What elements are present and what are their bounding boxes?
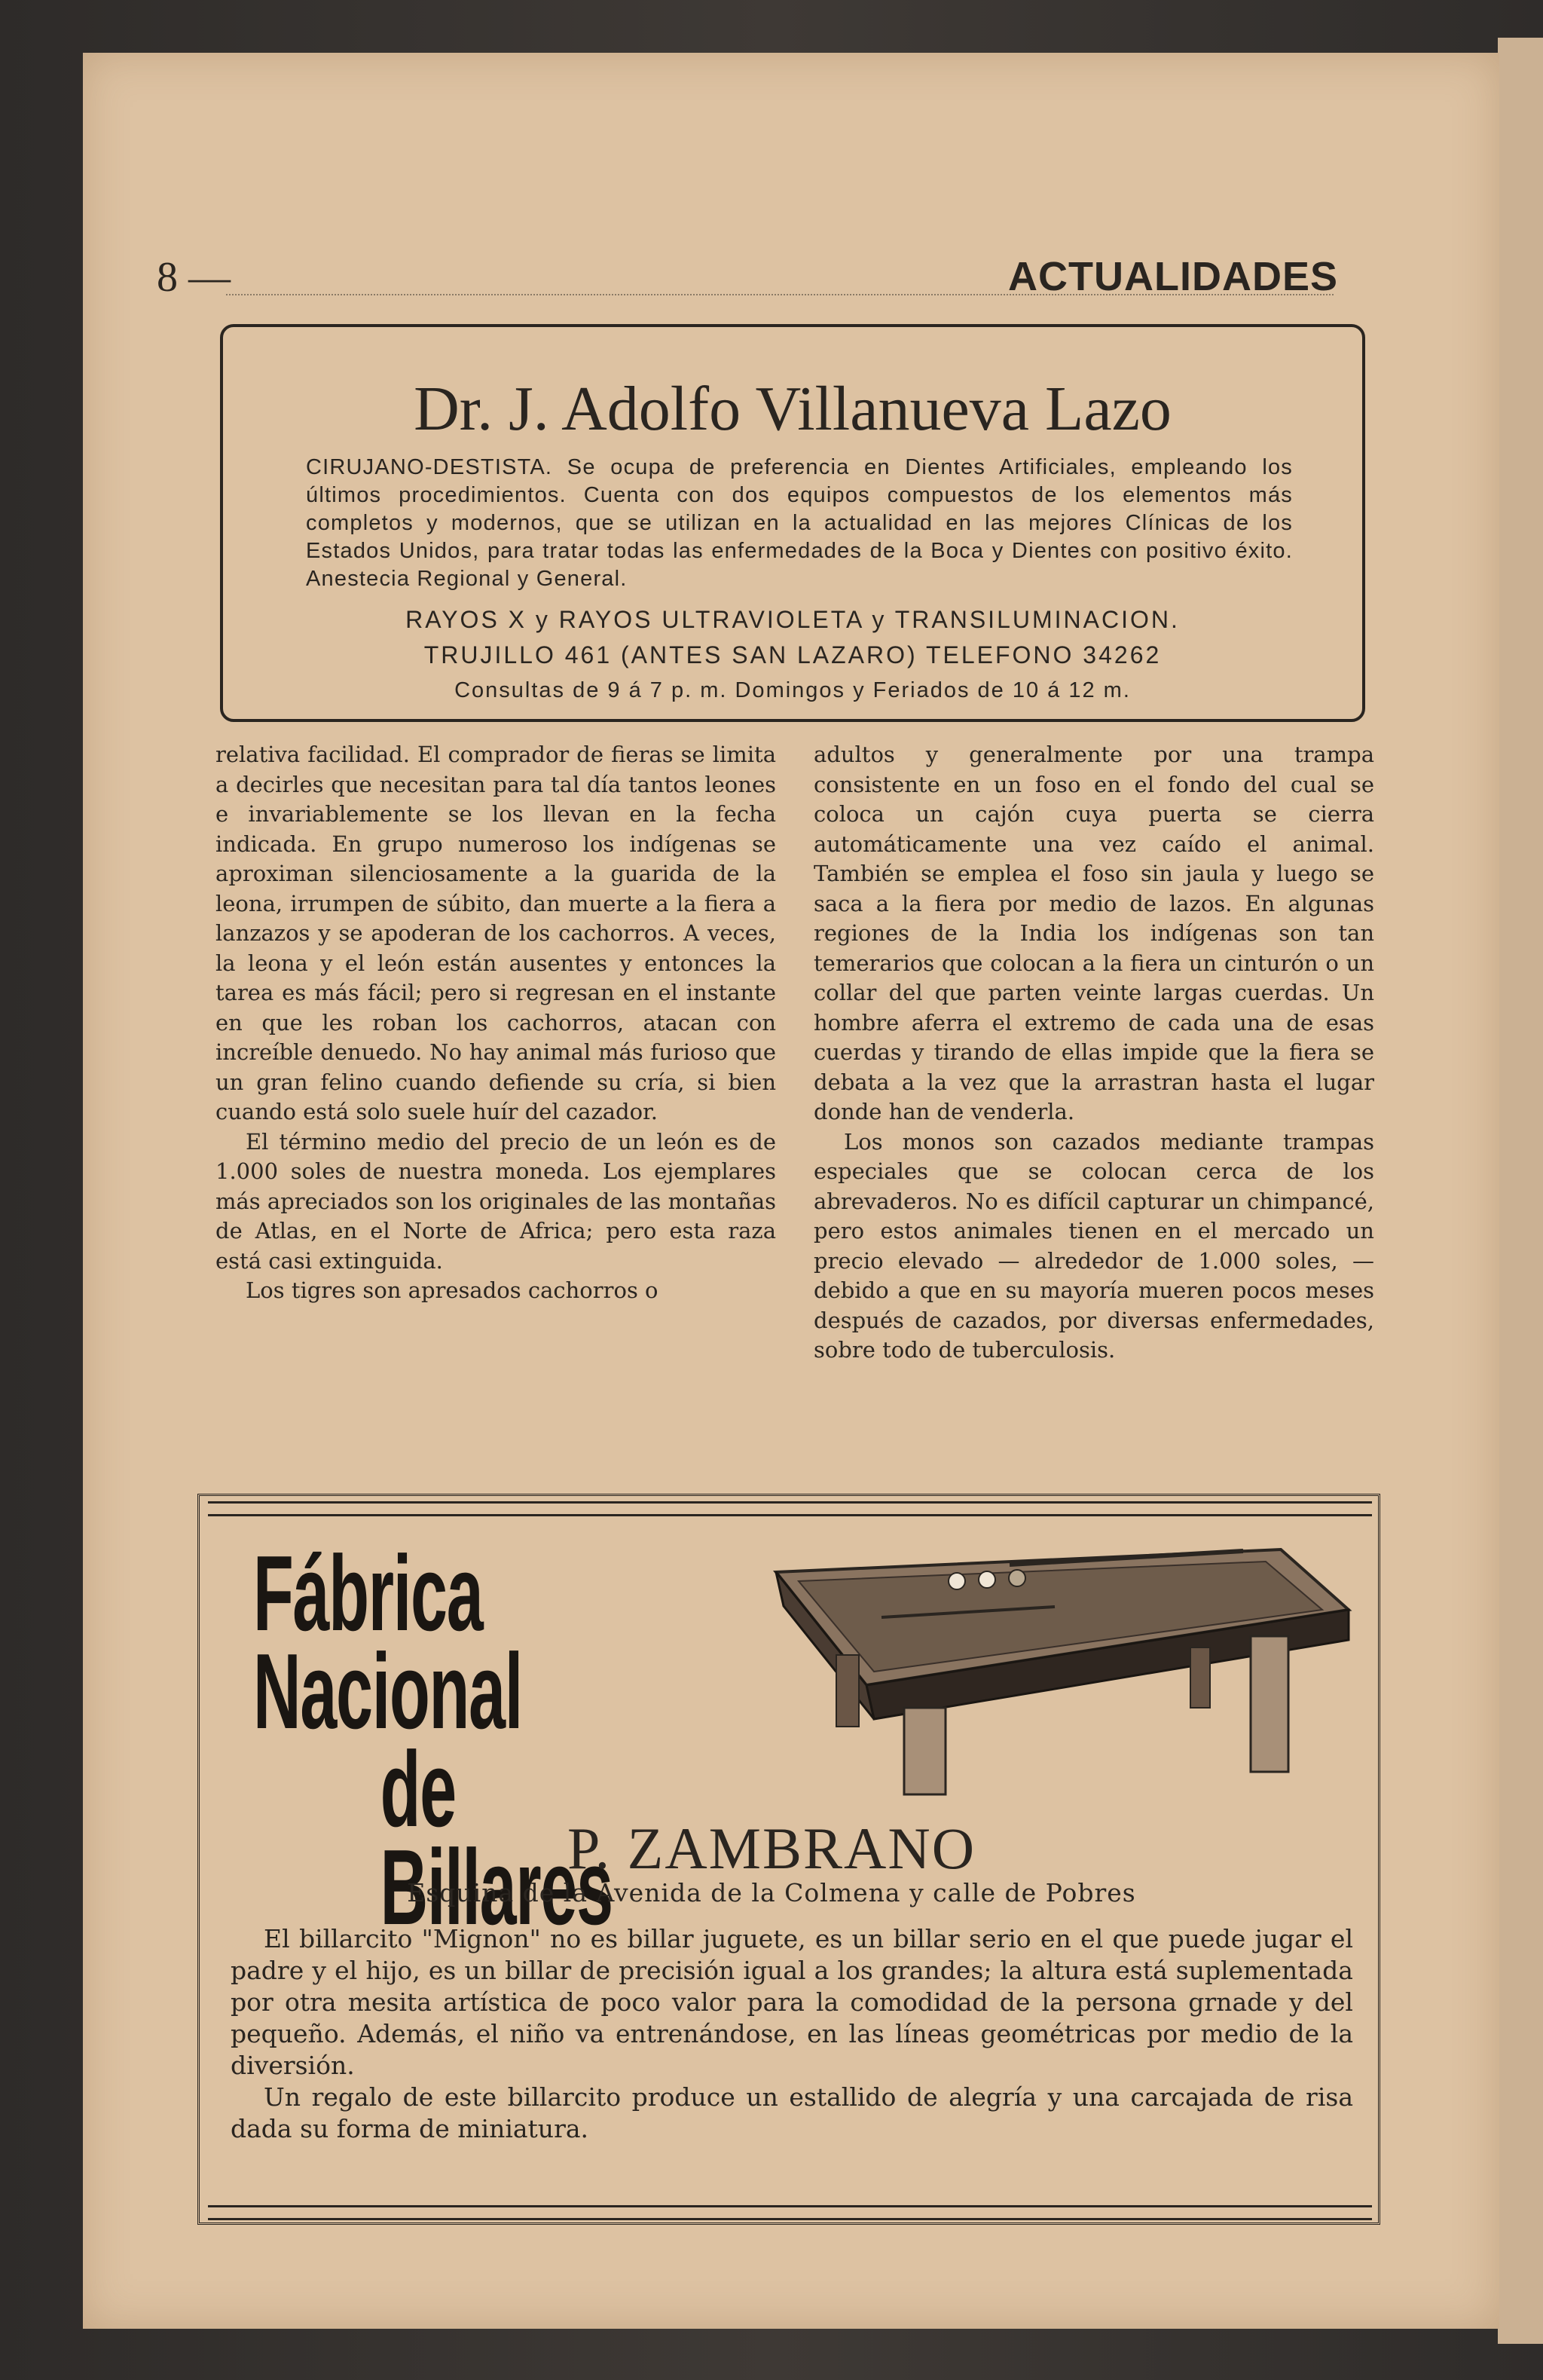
owner-name: P. ZAMBRANO	[567, 1816, 976, 1881]
article-left-column	[215, 740, 776, 1306]
publication-title: ACTUALIDADES	[1008, 254, 1338, 299]
article-paragraph: relativa facilidad. El comprador de fieras se limita a decirles que necesitan para tal día tantos leones e invariablemente se los llevan en la fecha indicada. En grupo numeroso los indígenas se aproximan silenciosamente a la guarida de la leona, irrumpen de súbito, dan muerte a la fiera a lanzazos y se apoderan de los cachorros. A veces, la leona y el león están ausentes y entonces la tarea es más fácil; pero si regresan en el instante en que les roban los cachorros, atacan con increíble denuedo. No hay animal más furioso que un gran felino cuando defiende su cría, si bien cuando está solo suele huír del cazador.	[215, 742, 776, 1124]
adjacent-page-edge	[1498, 38, 1543, 2344]
dentist-advertisement	[220, 324, 1365, 722]
article-paragraph: adultos y generalmente por una trampa consistente en un foso en el fondo del cual se coloca un cajón cuya puerta se cierra automáticamente una vez caído el animal. También se emplea el foso sin jaula y luego se saca a la fiera por medio de lazos. En algunas regiones de la India los indígenas son tan temerarios que colocan a la fiera un cinturón o un collar del que parten veinte largas cuerdas. Un hombre aferra el extremo de cada una de esas cuerdas y tirando de ellas impide que la fiera se debata a la vez que la arrastran hasta el lugar donde han de venderla.	[814, 742, 1374, 1124]
factory-title-line2: de Billares	[380, 1730, 613, 1947]
ad-paragraph: Un regalo de este billarcito produce un estallido de alegría y una carcajada de risa dada su forma de miniatura.	[231, 2082, 1353, 2143]
article-paragraph: Los monos son cazados mediante trampas especiales que se colocan cerca de los abrevaderos. No es difícil capturar un chimpancé, pero estos animales tienen en el mercado un precio elevado — alrededor de 1.000 soles, — debido a que en su mayoría mueren pocos meses después de cazados, por diversas enfermedades, sobre todo de tuberculosis.	[814, 1128, 1374, 1363]
billiard-table-illustration	[768, 1542, 1356, 1798]
ad-border-top	[208, 1501, 1372, 1516]
factory-title-line1: Fábrica Nacional	[253, 1534, 523, 1751]
article-paragraph: Los tigres son apresados cachorros o	[246, 1277, 658, 1303]
page-number: 8 —	[157, 254, 231, 301]
dentist-description: CIRUJANO-DESTISTA. Se ocupa de preferencia en Dientes Artificiales, empleando los últimos procedimientos. Cuenta con dos equipos compuestos de los elementos más completos y modernos, que se utilizan en la actualidad en las mejores Clínicas de los Estados Unidos, para tratar todas las enfermedades de la Boca y Dientes con positivo éxito. Anestecia Regional y General.	[306, 455, 1293, 591]
shop-address: Esquina de la Avenida de la Colmena y calle de Pobres	[407, 1878, 1136, 1907]
article-paragraph: El término medio del precio de un león es de 1.000 soles de nuestra moneda. Los ejemplares más apreciados son los originales de las montañas de Atlas, en el Norte de Africa; pero esta raza está casi extinguida.	[215, 1128, 776, 1274]
article-right-column	[814, 740, 1374, 1366]
dentist-name: Dr. J. Adolfo Villanueva Lazo	[414, 374, 1172, 444]
dentist-address: TRUJILLO 461 (ANTES SAN LAZARO) TELEFONO 34262	[423, 641, 1162, 668]
dentist-services: RAYOS X y RAYOS ULTRAVIOLETA y TRANSILUMINACION.	[405, 606, 1180, 633]
dentist-hours: Consultas de 9 á 7 p. m. Domingos y Feriados de 10 á 12 m.	[454, 678, 1131, 702]
billiard-ad-body	[231, 1923, 1353, 2145]
ad-border-bottom	[208, 2205, 1372, 2220]
header-divider	[226, 294, 1334, 295]
ad-paragraph: El billarcito "Mignon" no es billar juguete, es un billar serio en el que puede jugar el padre y el hijo, es un billar de precisión igual a los grandes; la altura está suplementada por otra mesita artística de poco valor para la comodidad de la persona grnade y del pequeño. Además, el niño va entrenándose, en las líneas geométricas por medio de la diversión.	[231, 1924, 1353, 2080]
